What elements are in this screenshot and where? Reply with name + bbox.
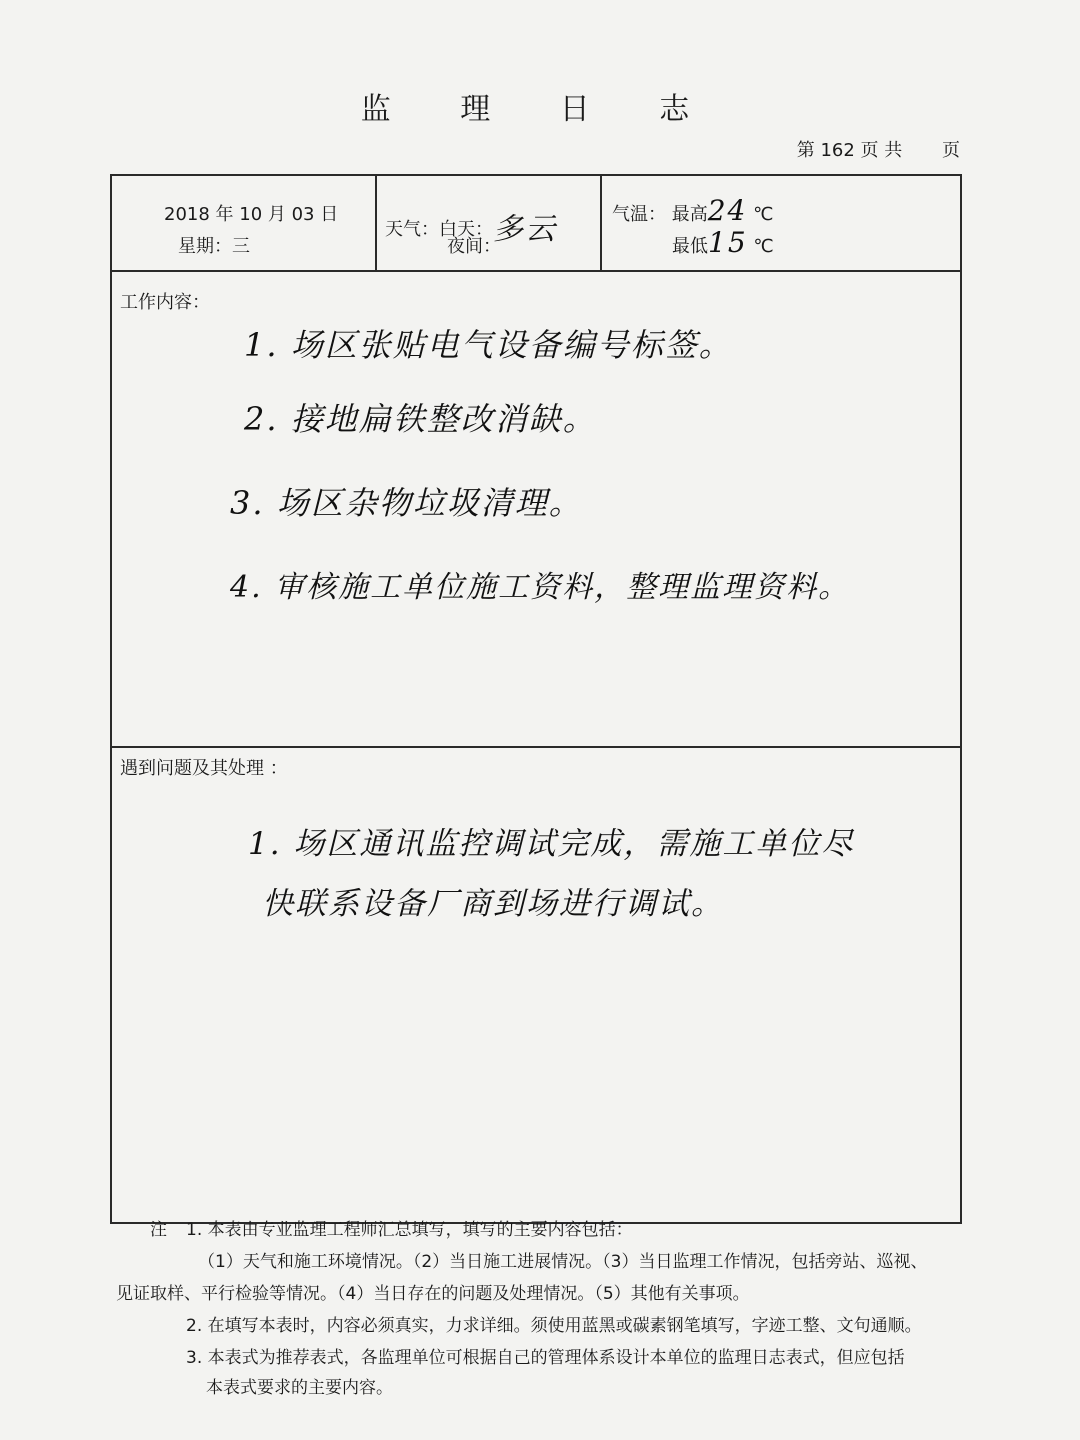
notes-prefix: 注 — [150, 1220, 167, 1240]
note-line-4: 2. 在填写本表时，内容必须真实，力求详细。须使用蓝黑或碳素钢笔填写，字迹工整、文句通顺。 — [186, 1316, 922, 1336]
temp-low-row — [672, 226, 774, 259]
work-label: 工作内容： — [120, 292, 210, 313]
low-label: 最低 — [672, 236, 708, 257]
night-label: 夜间： — [447, 236, 501, 257]
note-line-6: 本表式要求的主要内容。 — [206, 1378, 393, 1398]
issues-label: 遇到问题及其处理 ： — [120, 758, 288, 779]
weekday-row — [178, 232, 250, 258]
weather-label: 天气： — [385, 219, 439, 240]
low-unit: ℃ — [753, 236, 774, 257]
date-value: 2018 年 10 月 03 日 — [164, 204, 339, 225]
page-title: 监 理 日 志 — [360, 92, 720, 127]
weekday-label: 星期： — [178, 236, 232, 257]
work-item-3: 3. 场区杂物垃圾清理。 — [230, 484, 583, 522]
work-item-2: 2. 接地扁铁整改消缺。 — [244, 400, 597, 438]
log-form — [110, 174, 962, 1224]
issues-section — [112, 748, 960, 1222]
page-number-text: 第 162 页 共 — [796, 140, 903, 161]
temp-high-row — [612, 194, 773, 227]
date-cell — [112, 176, 377, 270]
issue-line-2: 快联系设备厂商到场进行调试。 — [262, 886, 724, 922]
high-label: 最高 — [671, 204, 708, 225]
temp-label: 气温： — [612, 204, 666, 225]
weekday-value: 三 — [232, 236, 250, 257]
note-line-2: （1）天气和施工环境情况。（2）当日施工进展情况。（3）当日监理工作情况，包括旁站、巡视、 — [198, 1252, 928, 1272]
note-line-3: 见证取样、平行检验等情况。（4）当日存在的问题及处理情况。（5）其他有关事项。 — [116, 1284, 750, 1304]
note-line-5: 3. 本表式为推荐表式，各监理单位可根据自己的管理体系设计本单位的监理日志表式，但应包括 — [186, 1348, 905, 1368]
note-line-1: 1. 本表由专业监理工程师汇总填写，填写的主要内容包括： — [186, 1220, 633, 1240]
work-item-1: 1. 场区张贴电气设备编号标签。 — [244, 326, 733, 364]
weather-night-row — [447, 232, 501, 258]
temperature-cell — [602, 176, 964, 270]
day-weather-value: 多云 — [493, 212, 557, 247]
weather-cell — [377, 176, 602, 270]
day-label: 白天： — [439, 219, 493, 240]
high-unit: ℃ — [753, 204, 774, 225]
issue-line-1: 1. 场区通讯监控调试完成，需施工单位尽 — [248, 826, 855, 862]
high-value: 24 — [707, 194, 748, 227]
header-row — [112, 176, 960, 272]
page-number-suffix: 页 — [942, 140, 960, 161]
page-number — [793, 136, 960, 162]
work-item-4: 4. 审核施工单位施工资料，整理监理资料。 — [230, 570, 851, 605]
work-section — [112, 272, 960, 748]
low-value: 15 — [708, 226, 748, 259]
